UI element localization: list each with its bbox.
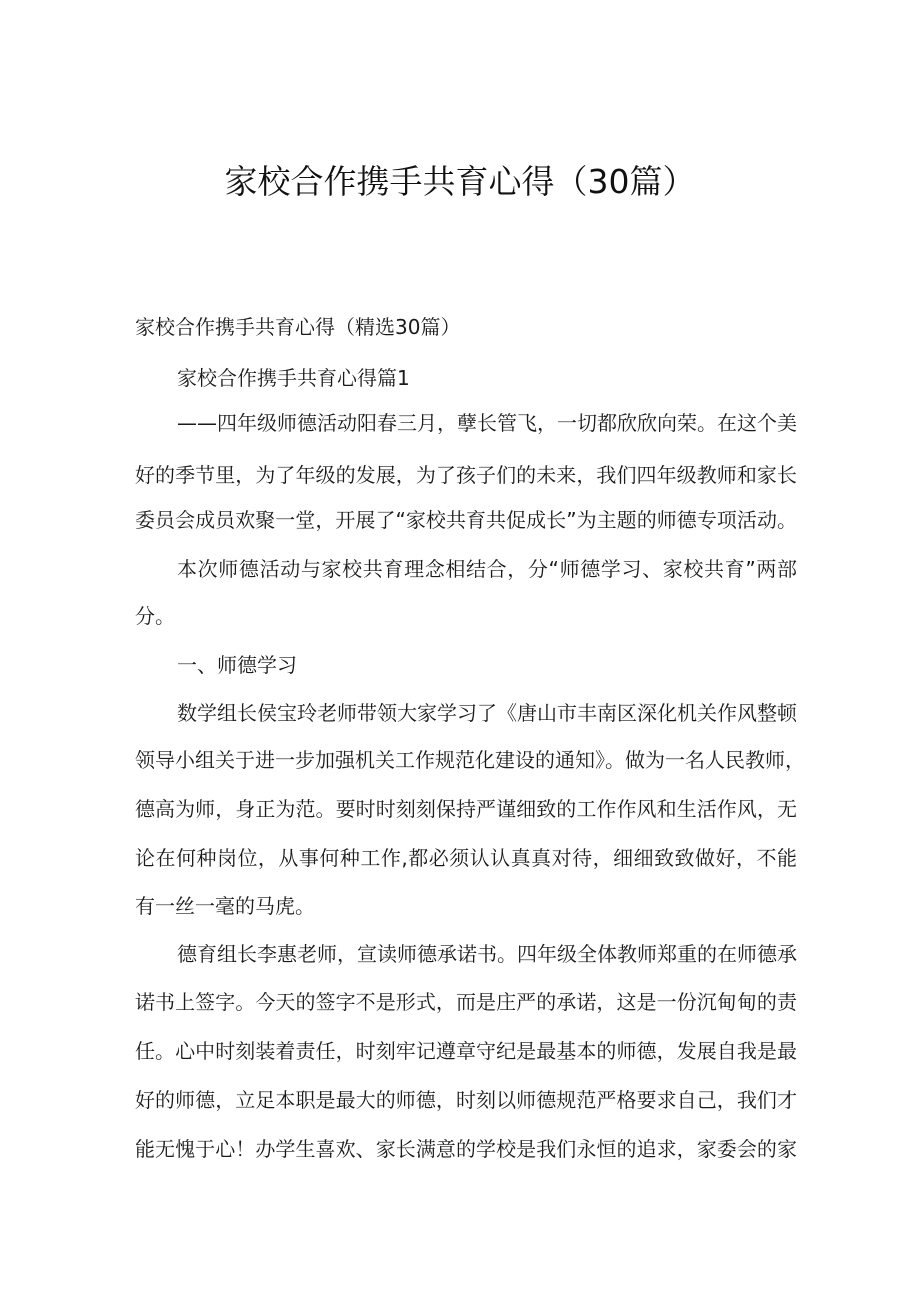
document-title: 家校合作携手共育心得（30篇） [224, 162, 696, 201]
paragraph-line: 论在何种岗位，从事何种工作,都必须认认真真对待，细细致致做好，不能 [135, 846, 797, 870]
paragraph-line: 好的季节里，为了年级的发展，为了孩子们的未来，我们四年级教师和家长 [135, 463, 797, 487]
paragraph-line: 本次师德活动与家校共育理念相结合，分“师德学习、家校共育”两部 [177, 557, 797, 581]
paragraph-line: 好的师德，立足本职是最大的师德，时刻以师德规范严格要求自己，我们才 [135, 1088, 797, 1112]
paragraph-line: 数学组长侯宝玲老师带领大家学习了《唐山市丰南区深化机关作风整顿 [177, 701, 797, 725]
paragraph-line: 德高为师，身正为范。要时时刻刻保持严谨细致的工作作风和生活作风，无 [135, 797, 797, 821]
paragraph-line: 领导小组关于进一步加强机关工作规范化建设的通知》。做为一名人民教师， [135, 748, 805, 772]
paragraph-line: 委员会成员欢聚一堂，开展了“家校共育共促成长”为主题的师德专项活动。 [135, 508, 797, 532]
chapter-heading: 家校合作携手共育心得篇1 [177, 366, 410, 390]
paragraph-line: 任。心中时刻装着责任，时刻牢记遵章守纪是最基本的师德，发展自我是最 [135, 1039, 797, 1063]
document-subtitle: 家校合作携手共育心得（精选30篇） [135, 315, 461, 339]
paragraph-line: 分。 [135, 604, 175, 628]
paragraph-line: 诺书上签字。今天的签字不是形式，而是庄严的承诺，这是一份沉甸甸的责 [135, 990, 797, 1014]
paragraph-line: 能无愧于心！办学生喜欢、家长满意的学校是我们永恒的追求，家委会的家 [135, 1137, 797, 1161]
paragraph-line: 有一丝一毫的马虎。 [135, 894, 315, 918]
section-heading: 一、师德学习 [177, 653, 297, 677]
paragraph-line: 德育组长李惠老师，宣读师德承诺书。四年级全体教师郑重的在师德承 [177, 942, 797, 966]
paragraph-line: ——四年级师德活动阳春三月，孽长管飞，一切都欣欣向荣。在这个美 [177, 411, 797, 435]
